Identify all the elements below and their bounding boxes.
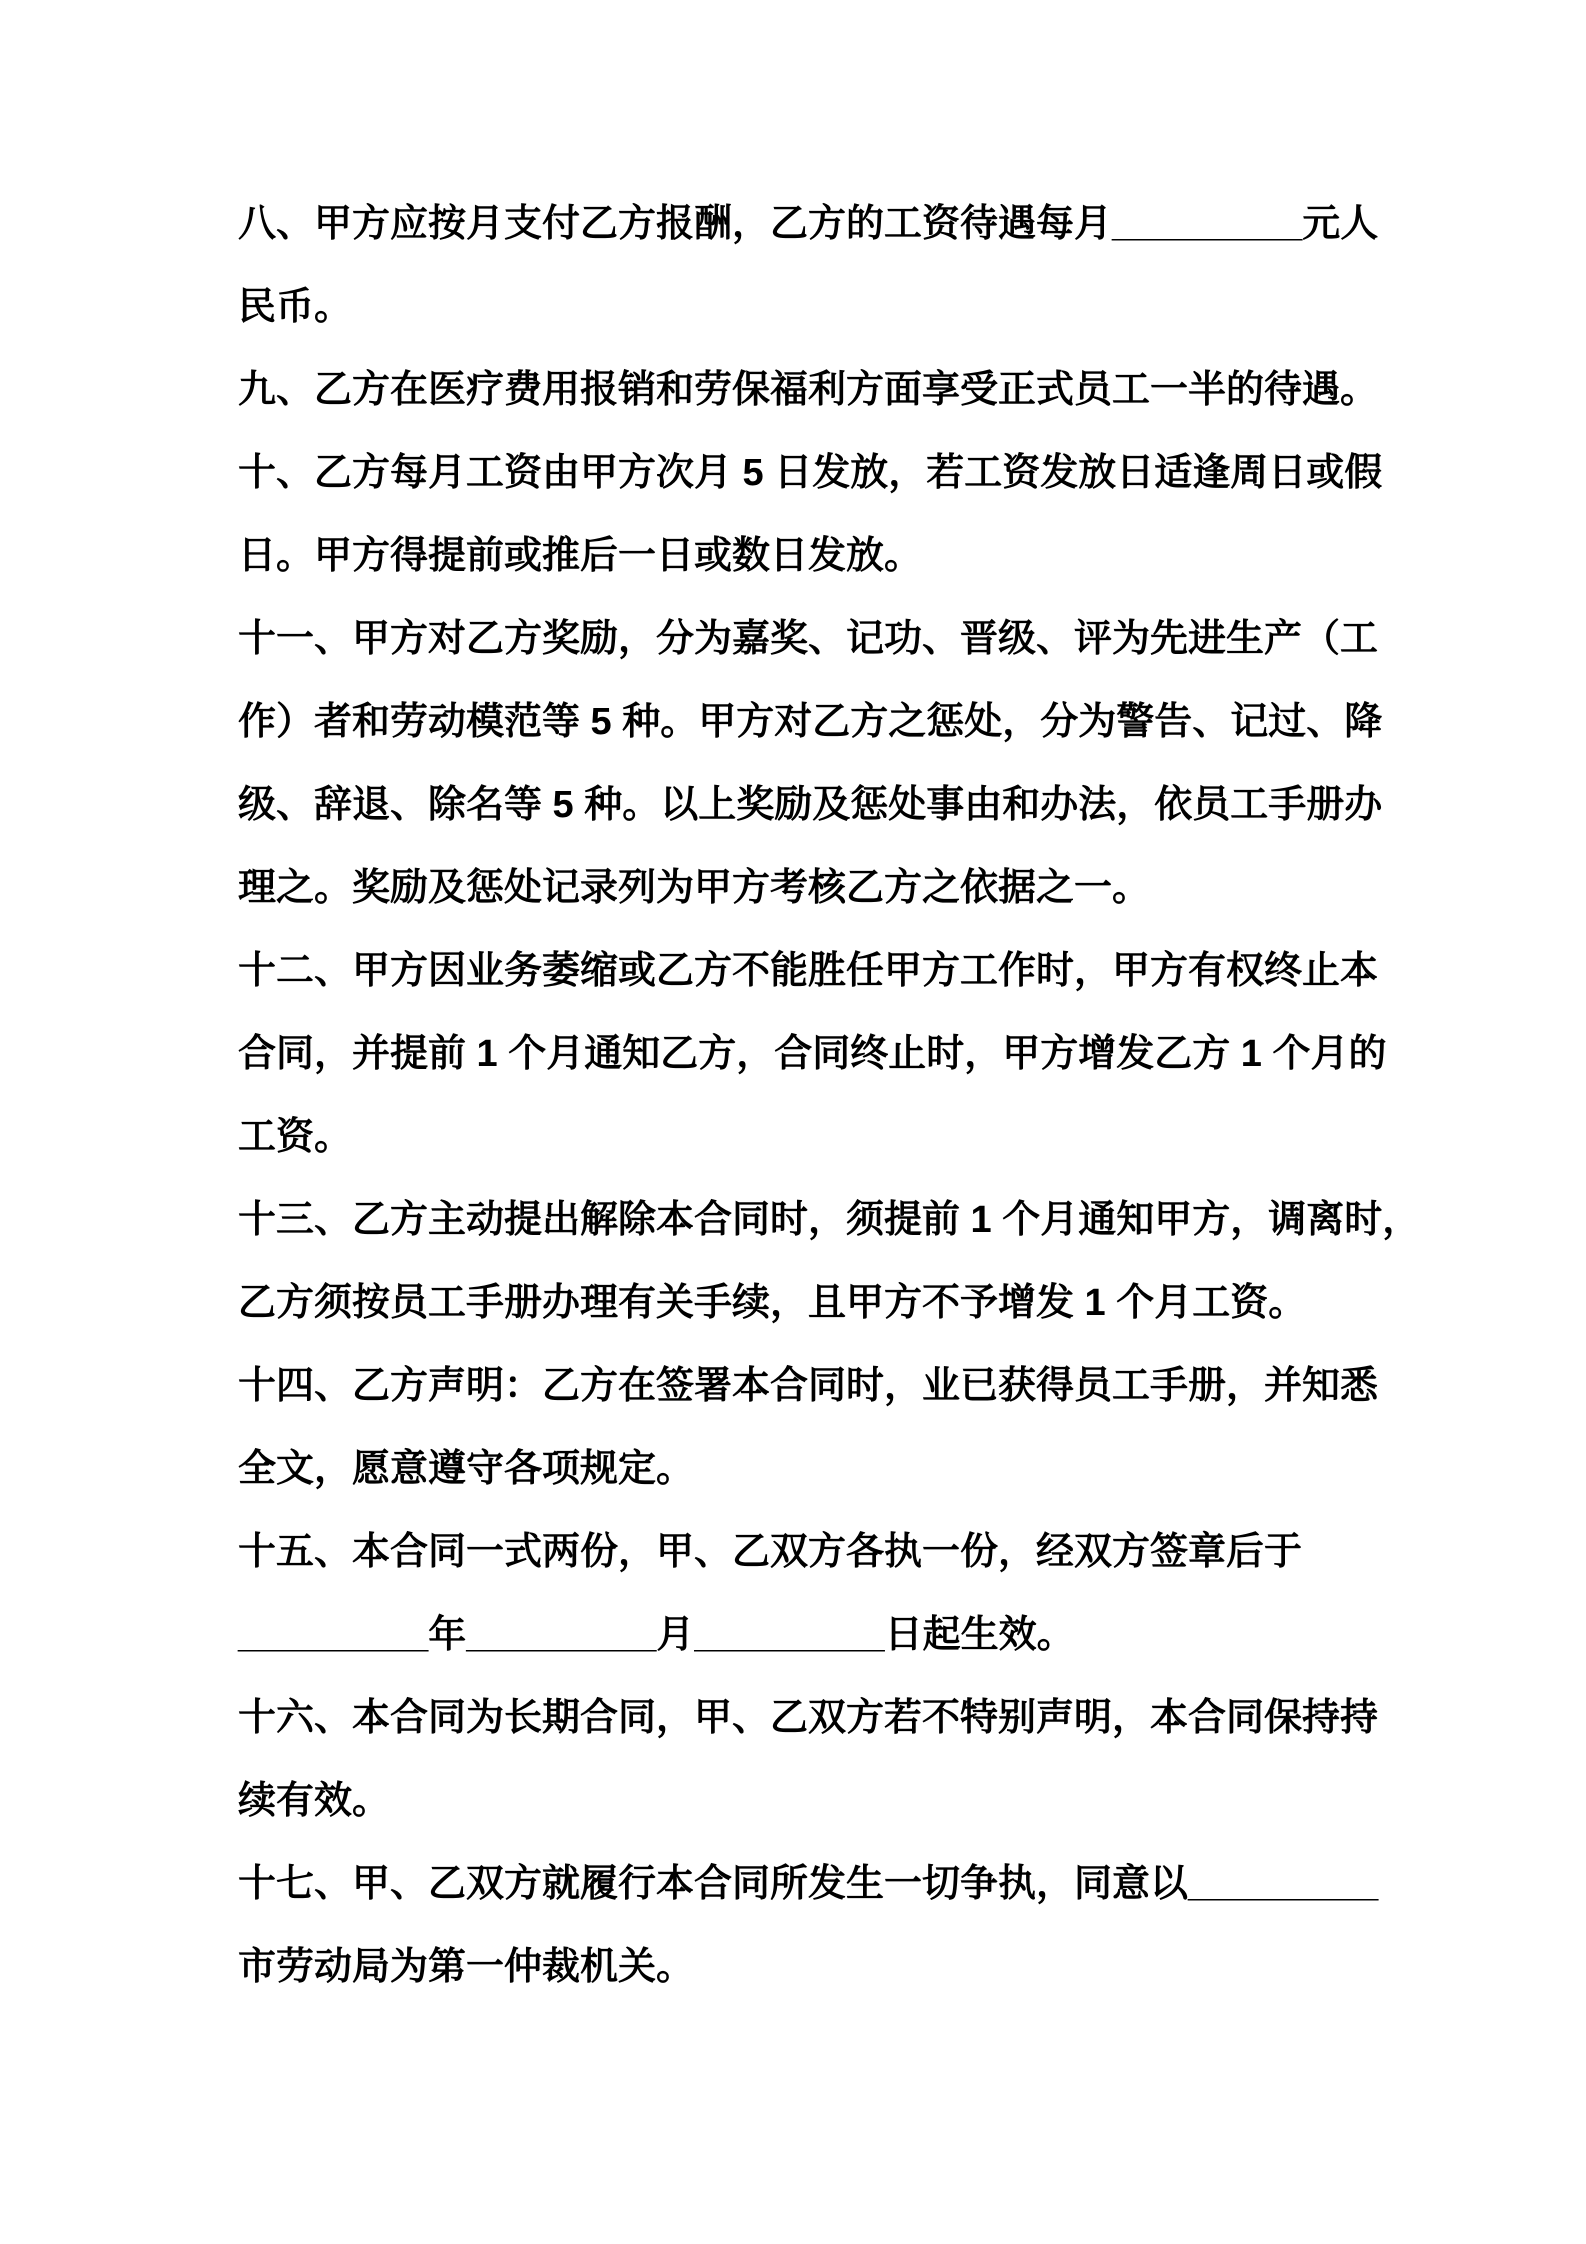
contract-line: 八、甲方应按月支付乙方报酬，乙方的工资待遇每月_________元人 [238,203,1379,245]
contract-line: 市劳动局为第一仲裁机关。 [238,1946,695,1988]
contract-line: 九、乙方在医疗费用报销和劳保福利方面享受正式员工一半的待遇。 [238,369,1379,411]
contract-line: 工资。 [238,1116,353,1158]
contract-line: 级、辞退、除名等 5 种。以上奖励及惩处事由和办法，依员工手册办 [238,784,1383,826]
contract-line: 十五、本合同一式两份，甲、乙双方各执一份，经双方签章后于 [238,1531,1303,1573]
contract-line: _________年_________月_________日起生效。 [238,1614,1075,1656]
contract-line: 十一、甲方对乙方奖励，分为嘉奖、记功、晋级、评为先进生产（工 [238,618,1379,660]
contract-line: 乙方须按员工手册办理有关手续，且甲方不予增发 1 个月工资。 [238,1282,1307,1324]
contract-line: 十六、本合同为长期合同，甲、乙双方若不特别声明，本合同保持持 [238,1697,1379,1739]
contract-body [238,183,1421,2009]
contract-line: 全文，愿意遵守各项规定。 [238,1448,695,1490]
contract-line: 十三、乙方主动提出解除本合同时，须提前 1 个月通知甲方，调离时， [238,1199,1421,1241]
contract-line: 十二、甲方因业务萎缩或乙方不能胜任甲方工作时，甲方有权终止本 [238,950,1379,992]
contract-line: 十四、乙方声明：乙方在签署本合同时，业已获得员工手册，并知悉 [238,1365,1379,1407]
contract-line: 理之。奖励及惩处记录列为甲方考核乙方之依据之一。 [238,867,1151,909]
contract-line: 日。甲方得提前或推后一日或数日发放。 [238,535,923,577]
contract-line: 民币。 [238,286,353,328]
contract-line: 续有效。 [238,1780,391,1822]
contract-line: 十七、甲、乙双方就履行本合同所发生一切争执，同意以_________ [238,1863,1379,1905]
contract-line: 作）者和劳动模范等 5 种。甲方对乙方之惩处，分为警告、记过、降 [238,701,1383,743]
contract-line: 十、乙方每月工资由甲方次月 5 日发放，若工资发放日适逢周日或假 [238,452,1383,494]
contract-line: 合同，并提前 1 个月通知乙方，合同终止时，甲方增发乙方 1 个月的 [238,1033,1387,1075]
